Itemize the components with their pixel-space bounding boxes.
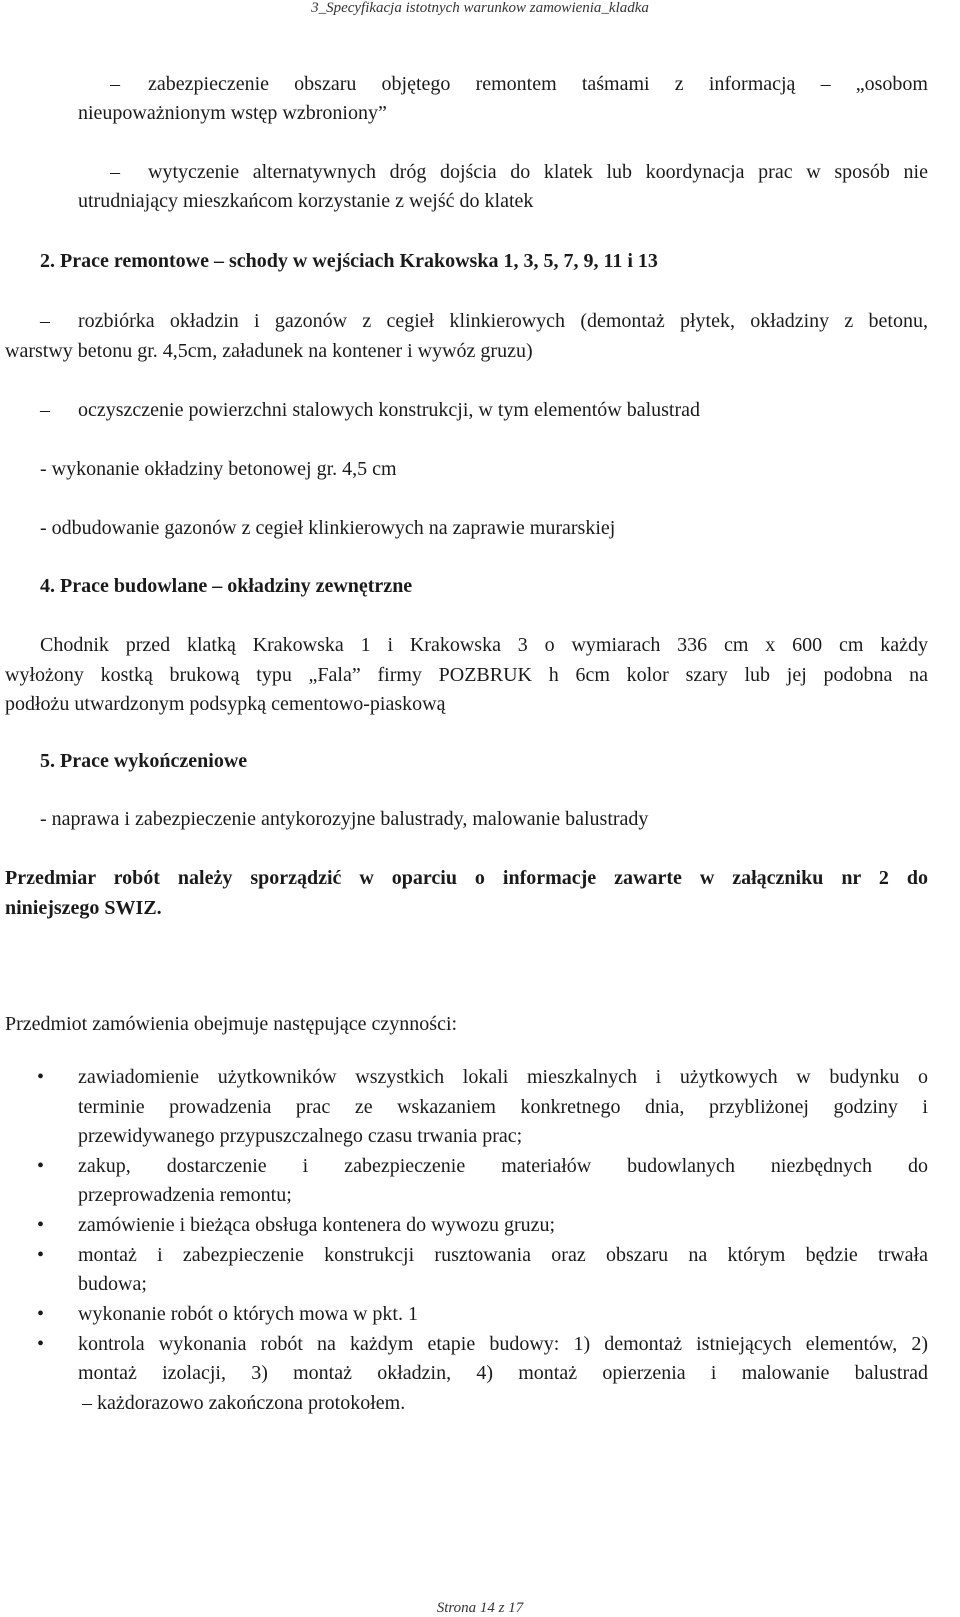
scope-bullet-4-line-1: montaż i zabezpieczenie konstrukcji rusztowania oraz obszaru na którym będzie trwała (78, 1244, 928, 1266)
section-2-item-1-line-1: rozbiórka okładzin i gazonów z cegieł klinkierowych (demontaż płytek, okładziny z betonu, (78, 310, 928, 332)
scope-bullet-2-line-1: zakup, dostarczenie i zabezpieczenie materiałów budowlanych niezbędnych do (78, 1155, 928, 1177)
protection-item-2-line-2: utrudniający mieszkańcom korzystanie z wejść do klatek (78, 190, 534, 212)
section-2-item-2: oczyszczenie powierzchni stalowych konstrukcji, w tym elementów balustrad (78, 399, 701, 421)
dash-bullet: – (110, 73, 120, 95)
protection-item-1-line-2: nieupoważnionym wstęp wzbroniony” (78, 102, 387, 124)
bullet-dot: • (37, 1155, 45, 1177)
scope-bullet-6-line-3: – każdorazowo zakończona protokołem. (82, 1392, 406, 1414)
scope-intro: Przedmiot zamówienia obejmuje następujące czynności: (5, 1013, 458, 1035)
przedmiar-note-line-1: Przedmiar robót należy sporządzić w oparciu o informacje zawarte w załączniku nr 2 do (5, 867, 928, 889)
scope-bullet-6-line-1: kontrola wykonania robót na każdym etapie budowy: 1) demontaż istniejących elementów, 2) (78, 1333, 928, 1355)
dash-bullet: – (110, 161, 120, 183)
scope-bullet-2-line-2: przeprowadzenia remontu; (78, 1184, 292, 1206)
scope-bullet-3: zamówienie i bieżąca obsługa kontenera do wywozu gruzu; (78, 1214, 556, 1236)
section-4-line-1: Chodnik przed klatką Krakowska 1 i Krakowska 3 o wymiarach 336 cm x 600 cm każdy (40, 634, 928, 656)
protection-item-1-line-1: zabezpieczenie obszaru objętego remontem taśmami z informacją – „osobom (148, 73, 928, 95)
scope-bullet-1-line-3: przewidywanego przypuszczalnego czasu trwania prac; (78, 1125, 523, 1147)
scope-bullet-6-line-2: montaż izolacji, 3) montaż okładzin, 4) montaż opierzenia i malowanie balustrad (78, 1362, 928, 1384)
scope-bullet-1-line-1: zawiadomienie użytkowników wszystkich lokali mieszkalnych i użytkowych w budynku o (78, 1066, 928, 1088)
scope-bullet-1-line-2: terminie prowadzenia prac ze wskazaniem konkretnego dnia, przybliżonej godziny i (78, 1096, 928, 1118)
section-5-heading: 5. Prace wykończeniowe (40, 750, 248, 772)
section-4-line-2: wyłożony kostką brukową typu „Fala” firmy POZBRUK h 6cm kolor szary lub jej podobna na (5, 664, 928, 686)
przedmiar-note-line-2: niniejszego SWIZ. (5, 897, 162, 919)
section-2-item-4: - odbudowanie gazonów z cegieł klinkierowych na zaprawie murarskiej (40, 517, 616, 539)
scope-bullet-5: wykonanie robót o których mowa w pkt. 1 (78, 1303, 418, 1325)
bullet-dot: • (37, 1303, 45, 1325)
section-5-item-1: - naprawa i zabezpieczenie antykorozyjne balustrady, malowanie balustrady (40, 808, 649, 830)
bullet-dot: • (37, 1066, 45, 1088)
bullet-dot: • (37, 1214, 45, 1236)
protection-item-2-line-1: wytyczenie alternatywnych dróg dojścia do klatek lub koordynacja prac w sposób nie (148, 161, 928, 183)
section-2-heading: 2. Prace remontowe – schody w wejściach Krakowska 1, 3, 5, 7, 9, 11 i 13 (40, 250, 658, 272)
section-4-line-3: podłożu utwardzonym podsypką cementowo-piaskową (5, 693, 446, 715)
bullet-dot: • (37, 1333, 45, 1355)
dash-bullet: – (40, 399, 50, 421)
section-4-heading: 4. Prace budowlane – okładziny zewnętrzne (40, 575, 413, 597)
dash-bullet: – (40, 310, 50, 332)
scope-bullet-4-line-2: budowa; (78, 1273, 147, 1295)
page-number-footer: Strona 14 z 17 (436, 1600, 524, 1616)
bullet-dot: • (37, 1244, 45, 1266)
document-header: 3_Specyfikacja istotnych warunkow zamowienia_kladka (311, 0, 649, 16)
section-2-item-3: - wykonanie okładziny betonowej gr. 4,5 cm (40, 458, 397, 480)
section-2-item-1-line-2: warstwy betonu gr. 4,5cm, załadunek na kontener i wywóz gruzu) (5, 340, 533, 362)
